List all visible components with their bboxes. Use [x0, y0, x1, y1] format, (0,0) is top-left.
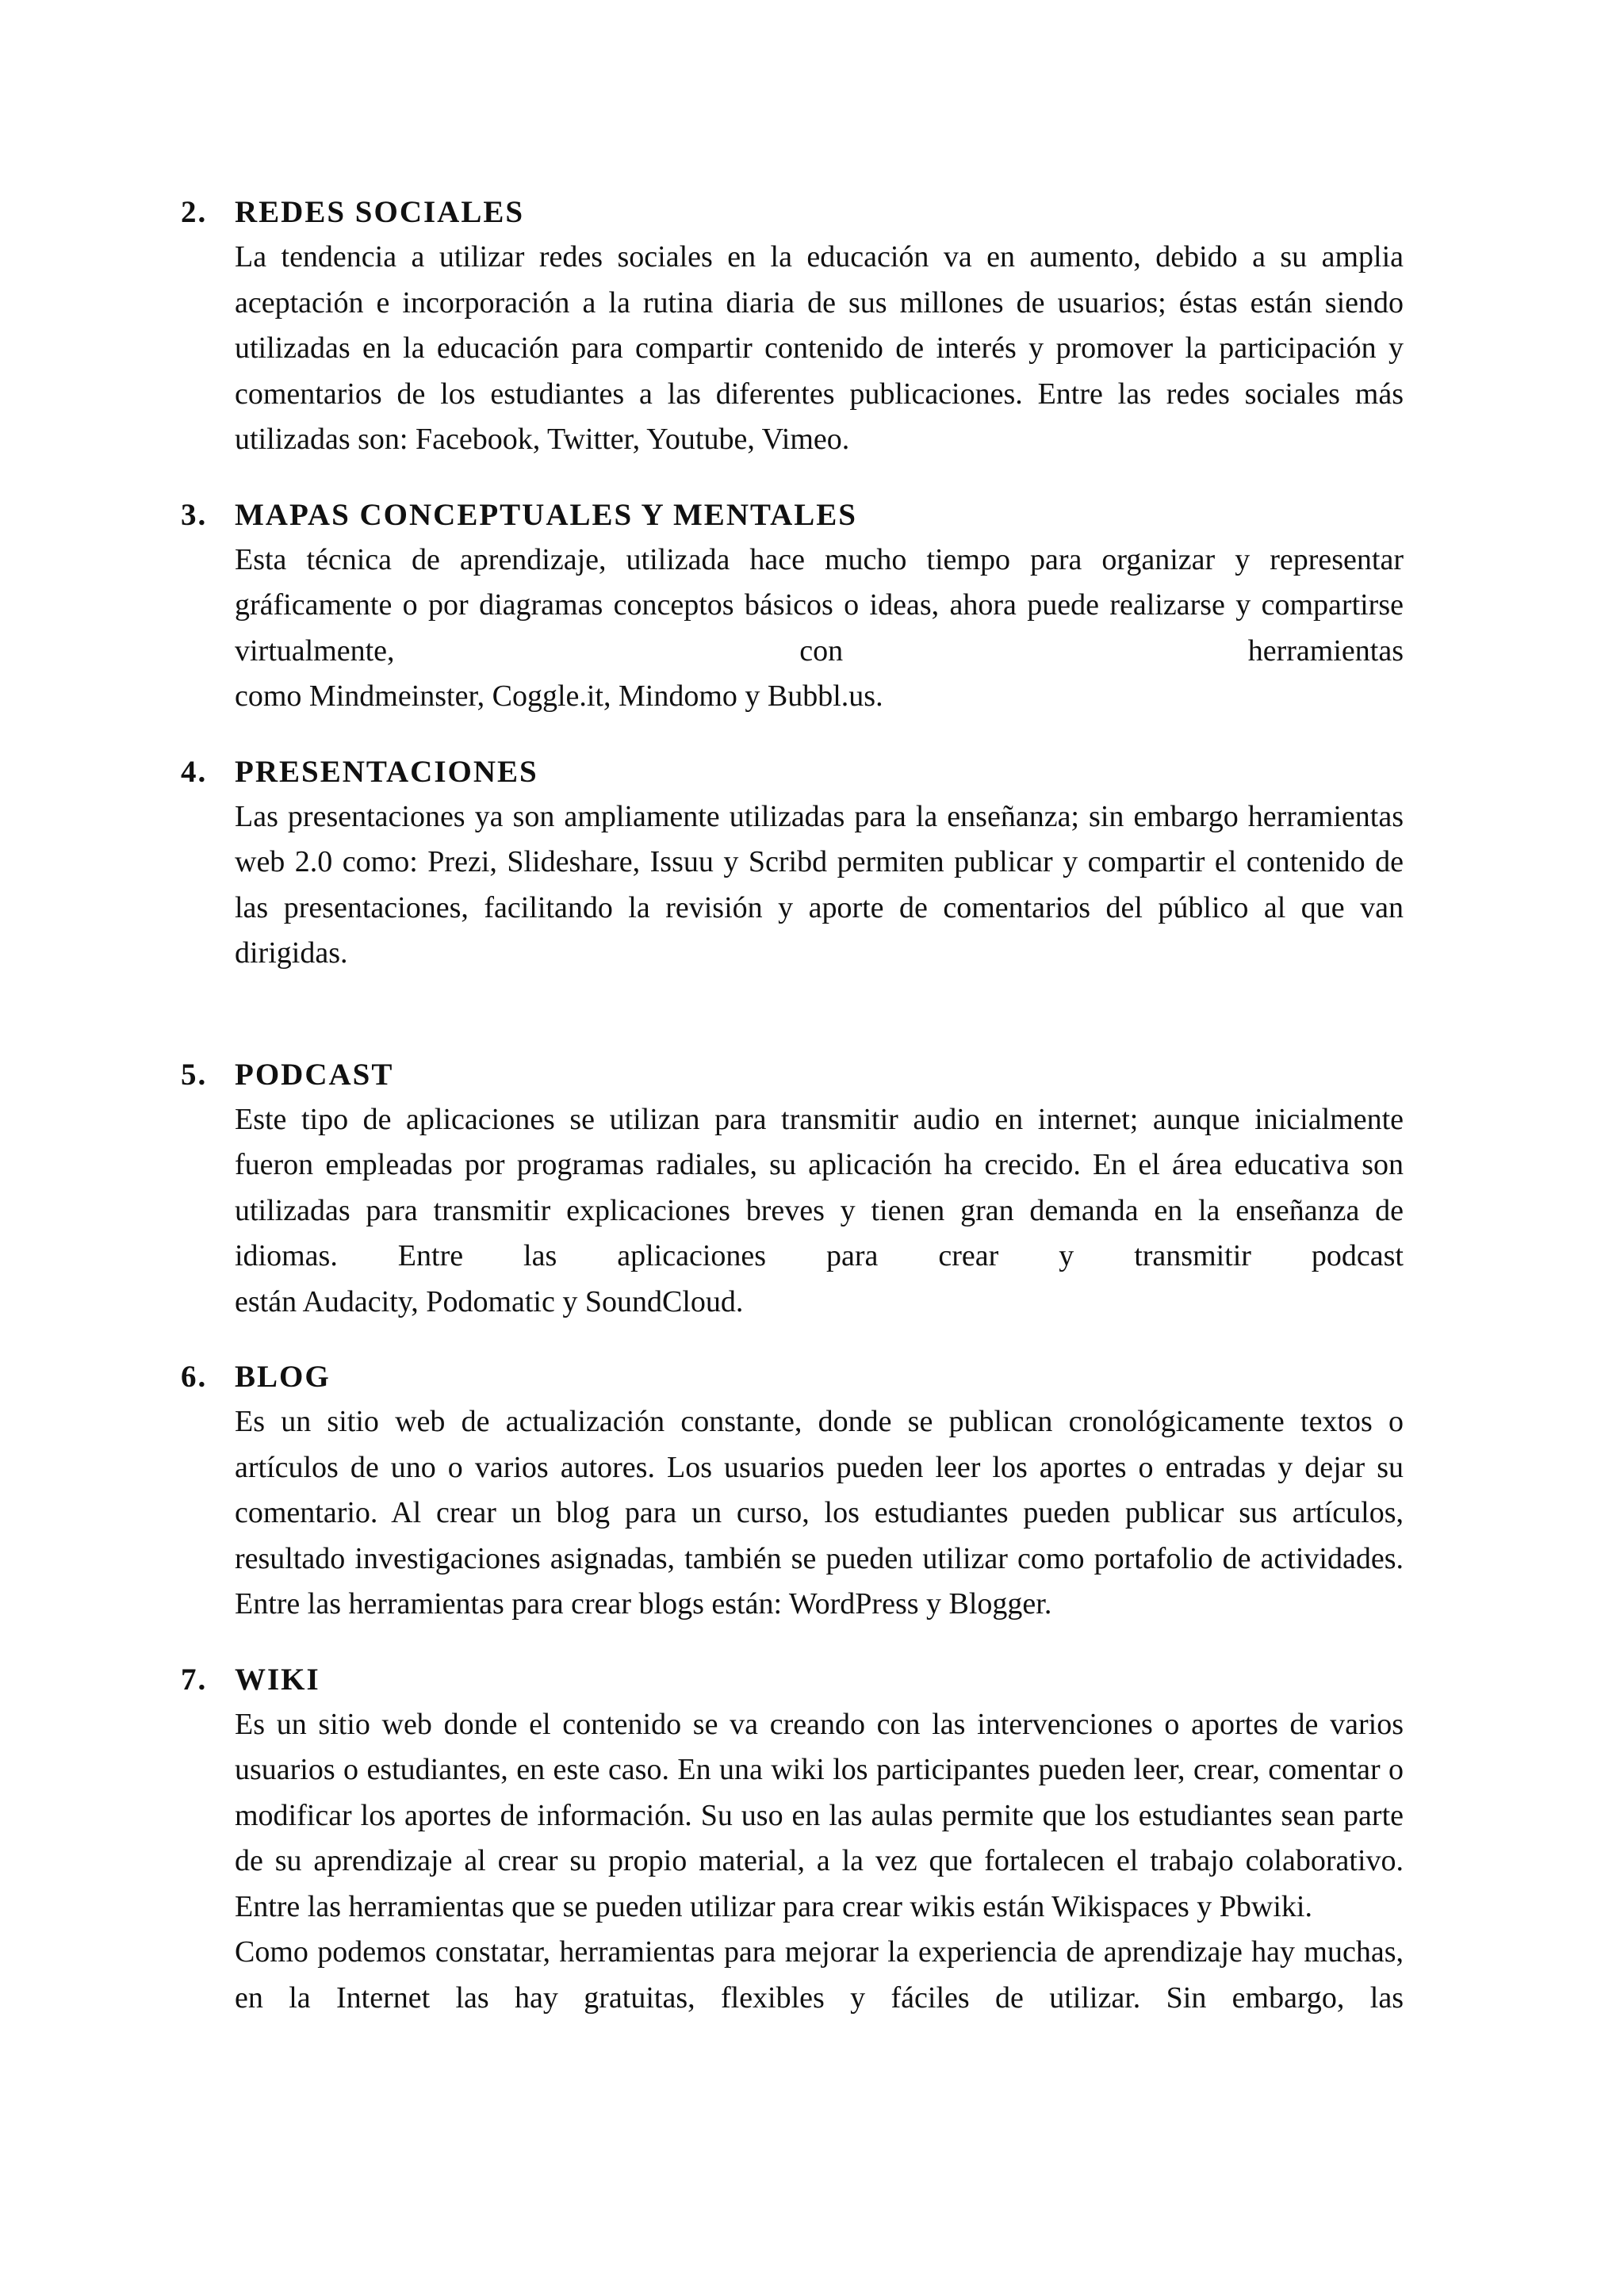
section-number: 4. — [181, 754, 208, 789]
section-number: 7. — [181, 1662, 208, 1697]
section-number: 3. — [181, 497, 208, 532]
section-body — [235, 235, 1404, 463]
section-number: 5. — [181, 1057, 208, 1092]
paragraph: Es un sitio web de actualización constante, donde se publican cronológicamente textos o artículos de uno o varios autores. Los usuarios pueden leer los aportes o entradas y dejar su comentario. Al crear un blog para un curso, los estudiantes pueden publicar sus artículos, resultado investigaciones asignadas, también se pueden utilizar como portafolio de actividades. Entre las herramientas para crear blogs están: WordPress y Blogger. — [235, 1405, 1404, 1621]
section-presentaciones — [181, 750, 1404, 977]
section-mapas-conceptuales — [181, 493, 1404, 720]
section-body — [235, 1702, 1404, 2022]
section-title: WIKI — [235, 1662, 320, 1697]
section-podcast — [181, 1053, 1404, 1326]
paragraph: están Audacity, Podomatic y SoundCloud. — [235, 1284, 744, 1318]
section-body — [235, 538, 1404, 720]
section-number: 2. — [181, 195, 208, 229]
paragraph: como Mindmeinster, Coggle.it, Mindomo y Bubbl.us. — [235, 679, 883, 713]
section-body — [235, 1399, 1404, 1628]
section-body — [235, 794, 1404, 977]
section-heading — [181, 1053, 1404, 1097]
section-title: PRESENTACIONES — [235, 754, 538, 789]
section-wiki — [181, 1658, 1404, 2022]
paragraph: Como podemos constatar, herramientas para mejorar la experiencia de aprendizaje hay muchas, en la Internet las hay gratuitas, flexibles y fáciles de utilizar. Sin embargo, las — [235, 1935, 1404, 2015]
section-blog — [181, 1355, 1404, 1628]
section-title: PODCAST — [235, 1057, 394, 1092]
paragraph: Las presentaciones ya son ampliamente utilizadas para la enseñanza; sin embargo herramientas web 2.0 como: Prezi, Slideshare, Issuu y Scribd permiten publicar y compartir el contenido de las presentaciones, facilitando la revisión y aporte de comentarios del público al que van dirigidas. — [235, 799, 1404, 970]
section-title: BLOG — [235, 1360, 331, 1394]
document-body — [181, 190, 1404, 2051]
section-heading — [181, 190, 1404, 235]
section-title: REDES SOCIALES — [235, 195, 525, 229]
section-heading — [181, 750, 1404, 794]
paragraph: La tendencia a utilizar redes sociales en la educación va en aumento, debido a su amplia aceptación e incorporación a la rutina diaria de sus millones de usuarios; éstas están siendo utilizadas en la educación para compartir contenido de interés y promover la participación y comentarios de los estudiantes a las diferentes publicaciones. Entre las redes sociales más utilizadas son: Facebook, Twitter, Youtube, Vimeo. — [235, 240, 1404, 456]
section-heading — [181, 1355, 1404, 1399]
section-heading — [181, 1658, 1404, 1702]
section-title: MAPAS CONCEPTUALES Y MENTALES — [235, 497, 857, 532]
section-heading — [181, 493, 1404, 538]
paragraph: Esta técnica de aprendizaje, utilizada hace mucho tiempo para organizar y representar gráficamente o por diagramas conceptos básicos o ideas, ahora puede realizarse y compartirse virtualmente, con herramientas — [235, 542, 1404, 668]
section-redes-sociales — [181, 190, 1404, 463]
paragraph: Este tipo de aplicaciones se utilizan para transmitir audio en internet; aunque inicialmente fueron empleadas por programas radiales, su aplicación ha crecido. En el área educativa son utilizadas para transmitir explicaciones breves y tienen gran demanda en la enseñanza de idiomas. Entre las aplicaciones para crear y transmitir podcast — [235, 1102, 1404, 1272]
paragraph: Es un sitio web donde el contenido se va creando con las intervenciones o aportes de varios usuarios o estudiantes, en este caso. En una wiki los participantes pueden leer, crear, comentar o modificar los aportes de información. Su uso en las aulas permite que los estudiantes sean parte de su aprendizaje al crear su propio material, a la vez que fortalecen el trabajo colaborativo. Entre las herramientas que se pueden utilizar para crear wikis están Wikispaces y Pbwiki. — [235, 1707, 1404, 1923]
section-body — [235, 1097, 1404, 1326]
section-number: 6. — [181, 1360, 208, 1394]
